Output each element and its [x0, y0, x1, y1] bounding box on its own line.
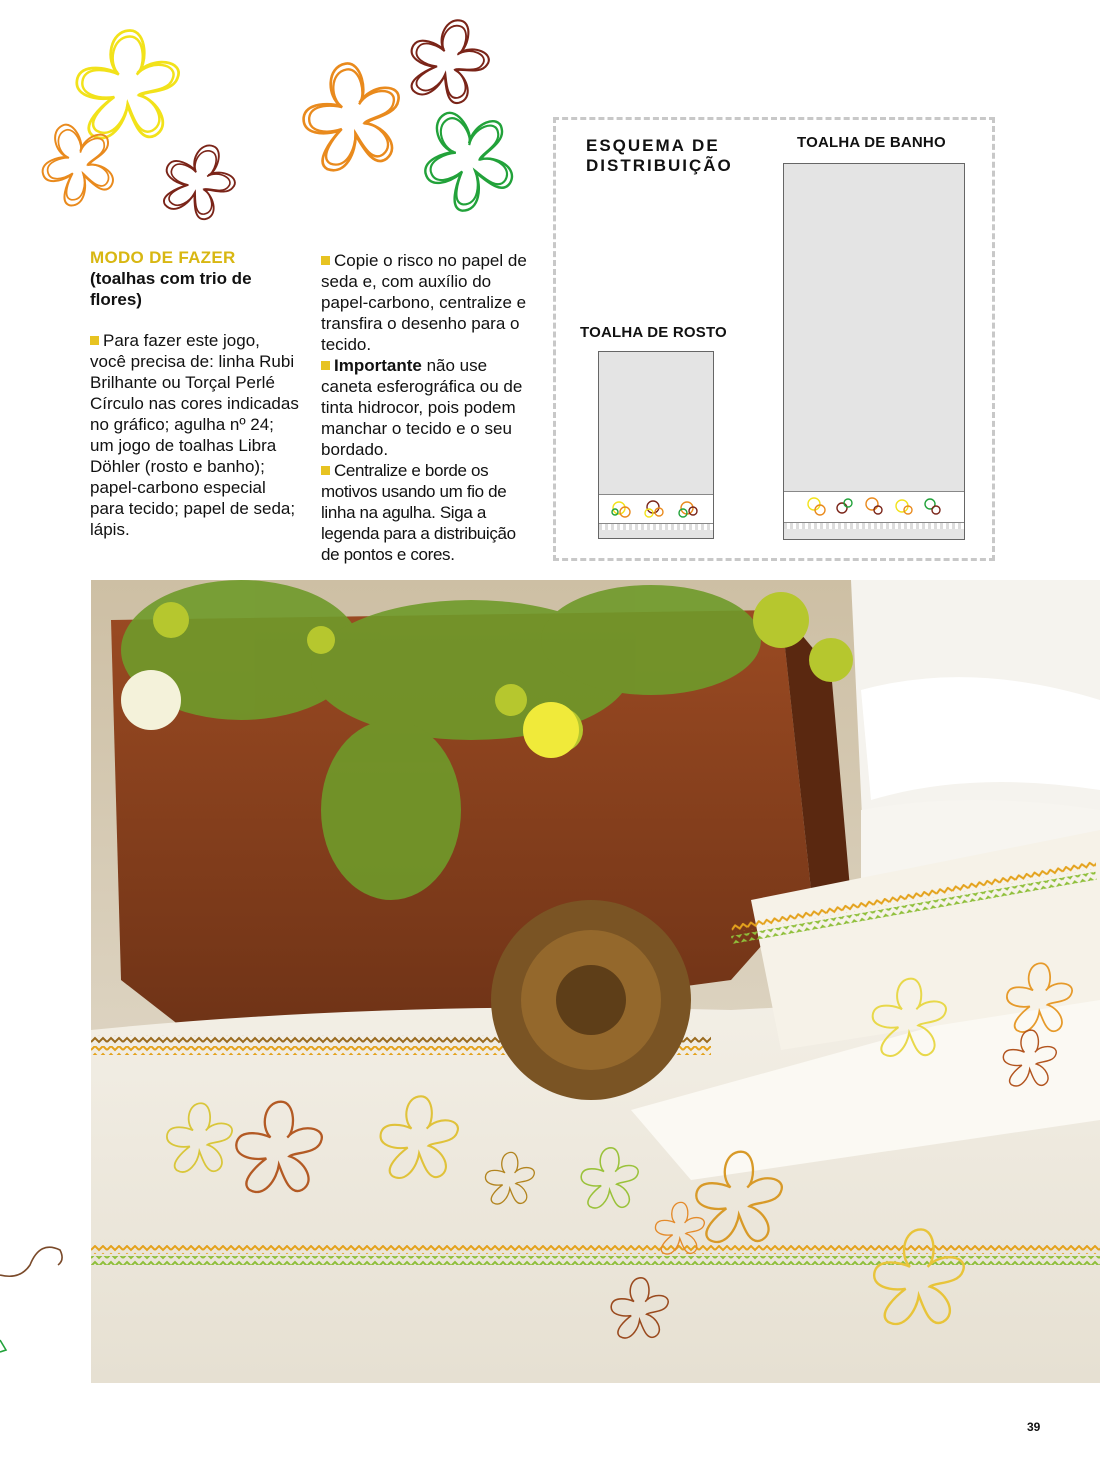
step-transfer-paragraph: Copie o risco no papel de seda e, com auxílio do papel-carbono, centralize e transfira o desenho para o tecido. [321, 251, 527, 354]
schema-title: ESQUEMA DE DISTRIBUIÇÃO [586, 136, 733, 175]
bath-towel-diagram [783, 163, 965, 540]
square-bullet-icon [321, 256, 330, 265]
important-paragraph: Importante não use caneta esferográfica ou de tinta hidrocor, pois podem manchar o tecido e o seu bordado. [321, 356, 523, 459]
bath-towel-lace [784, 523, 964, 529]
page-number: 39 [1027, 1420, 1041, 1434]
bath-towel-label: TOALHA DE BANHO [797, 134, 946, 151]
section-heading: MODO DE FAZER [90, 248, 236, 267]
towels-photo [91, 580, 1100, 1383]
instructions-column-2 [321, 250, 533, 565]
face-towel-label: TOALHA DE ROSTO [580, 324, 727, 341]
flower-outline-icon [28, 10, 529, 226]
materials-paragraph: Para fazer este jogo, você precisa de: linha Rubi Brilhante ou Torçal Perlé Círculo nas cores indicadas no gráfico; agulha nº 24; um jogo de toalhas Libra Döhler (rosto e banho); papel-carbono especial para tecido; papel de seda; lápis. [90, 331, 299, 539]
flower-outline-icon [784, 492, 964, 520]
important-label: Importante [334, 356, 422, 375]
square-bullet-icon [321, 361, 330, 370]
decorative-flowers [20, 8, 540, 238]
face-towel-band [599, 494, 713, 524]
step-embroider-paragraph: Centralize e borde os motivos usando um fio de linha na agulha. Siga a legenda para a distribuição de pontos e cores. [321, 461, 516, 564]
section-subheading: (toalhas com trio de flores) [90, 269, 252, 309]
face-towel-lace [599, 524, 713, 530]
square-bullet-icon [90, 336, 99, 345]
instructions-column-1 [90, 248, 300, 540]
face-towel-diagram [598, 351, 714, 539]
flower-outline-icon [599, 495, 713, 521]
decorative-thread [0, 1210, 80, 1370]
bath-towel-band [784, 491, 964, 523]
square-bullet-icon [321, 466, 330, 475]
